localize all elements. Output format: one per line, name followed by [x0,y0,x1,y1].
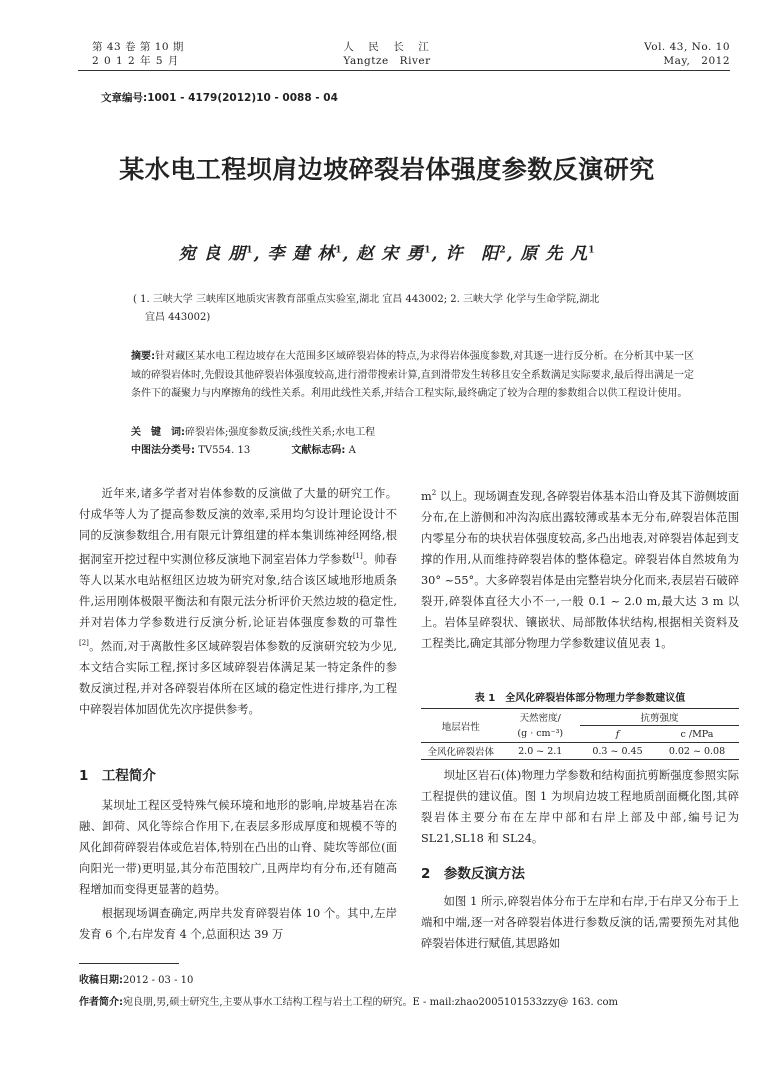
column-right-lower [421,765,739,849]
author-affil-mark: 1 [246,245,254,256]
journal-volume [92,40,184,68]
author-name: 原 先 凡 [520,244,589,264]
intro-text-c: 。然而,对于离散性多区域碎裂岩体参数的反演研究较为少见,本文结合实际工程,探讨多区域碎裂岩体满足某一特定条件的参数反演过程,并对各碎裂岩体所在区域的稳定性进行排序,为工程中碎裂岩体加固优先次序提供参考。 [79,639,397,716]
journal-name [300,40,474,68]
keywords-label: 关 键 词: [131,427,185,438]
table-header-layer: 地层岩性 [441,721,480,733]
classification-value: TV554. 13 [198,445,251,456]
citation-1: [1] [352,552,363,560]
table-header-density-unit: (g · cm⁻³) [517,728,564,740]
intro-text-a: 近年来,诸多学者对岩体参数的反演做了大量的研究工作。付成华等人为了提高参数反演的效率,采用均匀设计理论设计不同的反演参数组合,用有限元计算组建的样本集训练神经网络,根据洞室开挖过程中实测位移反演地下洞室岩体力学参数 [79,487,397,566]
area-unit: m [421,489,432,503]
journal-name-cn: 人 民 长 江 [343,41,431,53]
intro-paragraph [79,483,397,720]
column-right-sec2 [421,891,739,954]
abstract-label: 摘要: [131,351,156,362]
parameter-table [421,708,739,760]
received-value: 2012 - 03 - 10 [123,975,194,986]
author-bio [79,993,739,1008]
header-divider [78,70,730,71]
paper-title: 某水电工程坝肩边坡碎裂岩体强度参数反演研究 [119,155,655,184]
author-name: 宛 良 朋 [178,244,247,264]
citation-2: [2] [79,638,89,647]
body-paragraph: 根据现场调查确定,两岸共发育碎裂岩体 10 个。其中,左岸发育 6 个,右岸发育 4 个,总面积达 39 万 [79,907,397,941]
volume-issue-en: Vol. 43, No. 10 [644,41,730,53]
table-header-shear: 抗剪强度 [580,709,739,726]
author-bio-label: 作者简介: [79,997,123,1008]
keywords [131,423,375,438]
area-unit-exponent: 2 [431,489,437,497]
author-affil-mark: 1 [588,245,596,256]
table-header-c: c /MPa [680,728,714,740]
column-right [421,483,739,654]
column-left [79,483,397,720]
publish-date: 2 0 1 2 年 5 月 [92,55,180,67]
table-row [421,743,739,760]
article-number: 文章编号:1001 - 4179(2012)10 - 0088 - 04 [101,92,338,104]
author-affil-mark: 1 [335,245,343,256]
intro-text-b: 。帅春等人以某水电站枢纽区边坡为研究对象,结合该区域地形地质条件,运用刚体极限平衡法和有限元法分析评价天然边坡的稳定性,并对岩体力学参数进行反演分析,论证岩体强度参数的可靠性 [79,552,397,629]
section-heading-2: 2 参数反演方法 [421,866,525,882]
column-left-sec1 [79,795,397,945]
volume-issue: 第 43 卷 第 10 期 [92,41,184,53]
body-paragraph [421,483,739,654]
author-list: 宛 良 朋$^1$, 李 建 林$^1$, 赵 宋 勇$^1$, 许 阳$^2$, 原 先 凡$^1$ [178,244,596,264]
table-header-density: 天然密度/ [519,713,561,725]
body-text: 以上。现场调查发现,各碎裂岩体基本沿山脊及其下游侧坡面分布,在上游侧和冲沟沟底出露较薄或基本无分布,碎裂岩体范围内零星分布的块状岩体强度较高,多凸出地表,对碎裂岩体起到支撑的作用,从而维持碎裂岩体的整体稳定。碎裂岩体自然坡角为 30° ~55°。大多碎裂岩体是由完整岩块分化而来,表层岩石破碎裂开,碎裂体直径大小不一,一般 0.1 ~ 2.0 m,最大达 3 m 以上。岩体呈碎裂状、镶嵌状、局部散体状结构,根据相关资料及工程类比,确定其部分物理力学参数建议值见表 1。 [421,489,739,650]
classification [131,441,356,456]
author-name: 许 阳 [445,244,500,264]
author-affil-mark: 2 [499,245,507,256]
table-cell-density: 2.0 ~ 2.1 [518,745,563,757]
journal-name-en: Yangtze River [343,55,431,67]
table-caption: 表 1 全风化碎裂岩体部分物理力学参数建议值 [474,693,686,704]
received-date [79,971,193,986]
affiliation [133,291,693,327]
footnote-divider [79,963,179,964]
doc-code-label: 文献标志码: [291,445,346,456]
affiliation-line: ( 1. 三峡大学 三峡库区地质灾害教育部重点实验室,湖北 宜昌 443002; 2. 三峡大学 化学与生命学院,湖北 [133,294,600,305]
author-affil-mark: 1 [424,245,432,256]
table-header-f: f [615,728,620,740]
abstract [131,348,694,404]
affiliation-line: 宜昌 443002) [145,312,211,323]
publish-date-en: May, 2012 [663,55,730,67]
table-cell-c: 0.02 ~ 0.08 [668,745,726,757]
table-cell-layer: 全风化碎裂岩体 [427,747,494,758]
classification-label: 中图法分类号: [131,445,195,456]
body-paragraph: 如图 1 所示,碎裂岩体分布于左岸和右岸,于右岸又分布于上端和中端,逐一对各碎裂岩体进行参数反演的话,需要预先对其他碎裂岩体进行赋值,其思路如 [421,895,739,950]
body-paragraph: 某坝址工程区受特殊气候环境和地形的影响,岸坡基岩在冻融、卸荷、风化等综合作用下,在表层多形成厚度和规模不等的风化卸荷碎裂岩体或危岩体,特别在凸出的山脊、陡坎等部位(面向阳光一带)更明显,其分布范围较广,且两岸均有分布,还有随高程增加而变得更显著的趋势。 [79,799,397,896]
doc-code-value: A [348,445,356,456]
table-cell-f: 0.3 ~ 0.45 [592,745,643,757]
received-label: 收稿日期: [79,975,123,986]
author-name: 赵 宋 勇 [356,244,425,264]
author-name: 李 建 林 [267,244,336,264]
body-paragraph: 坝址区岩石(体)物理力学参数和结构面抗剪断强度参照实际工程提供的建议值。图 1 为坝肩边坡工程地质剖面概化图,其碎裂岩体主要分布在左岸中部和右岸上部及中部,编号记为 SL21,SL18 和 SL24。 [421,769,739,845]
section-heading-1: 1 工程简介 [79,768,156,784]
author-bio-text: 宛良朋,男,硕士研究生,主要从事水工结构工程与岩土工程的研究。E - mail:zhao2005101533zzy@ 163. com [123,997,619,1008]
keywords-text: 碎裂岩体;强度参数反演;线性关系;水电工程 [185,427,376,438]
journal-volume-en [644,40,730,68]
abstract-text: 针对藏区某水电工程边坡存在大范围多区域碎裂岩体的特点,为求得岩体强度参数,对其逐一进行反分析。在分析其中某一区域的碎裂岩体时,先假设其他碎裂岩体强度较高,进行滑带搜索计算,直到滑带发生转移且安全系数满足实际要求,最后得出满足一定条件下的凝聚力与内摩擦角的线性关系。利用此线性关系,并结合工程实际,最终确定了较为合理的参数组合以供工程设计使用。 [131,351,694,399]
